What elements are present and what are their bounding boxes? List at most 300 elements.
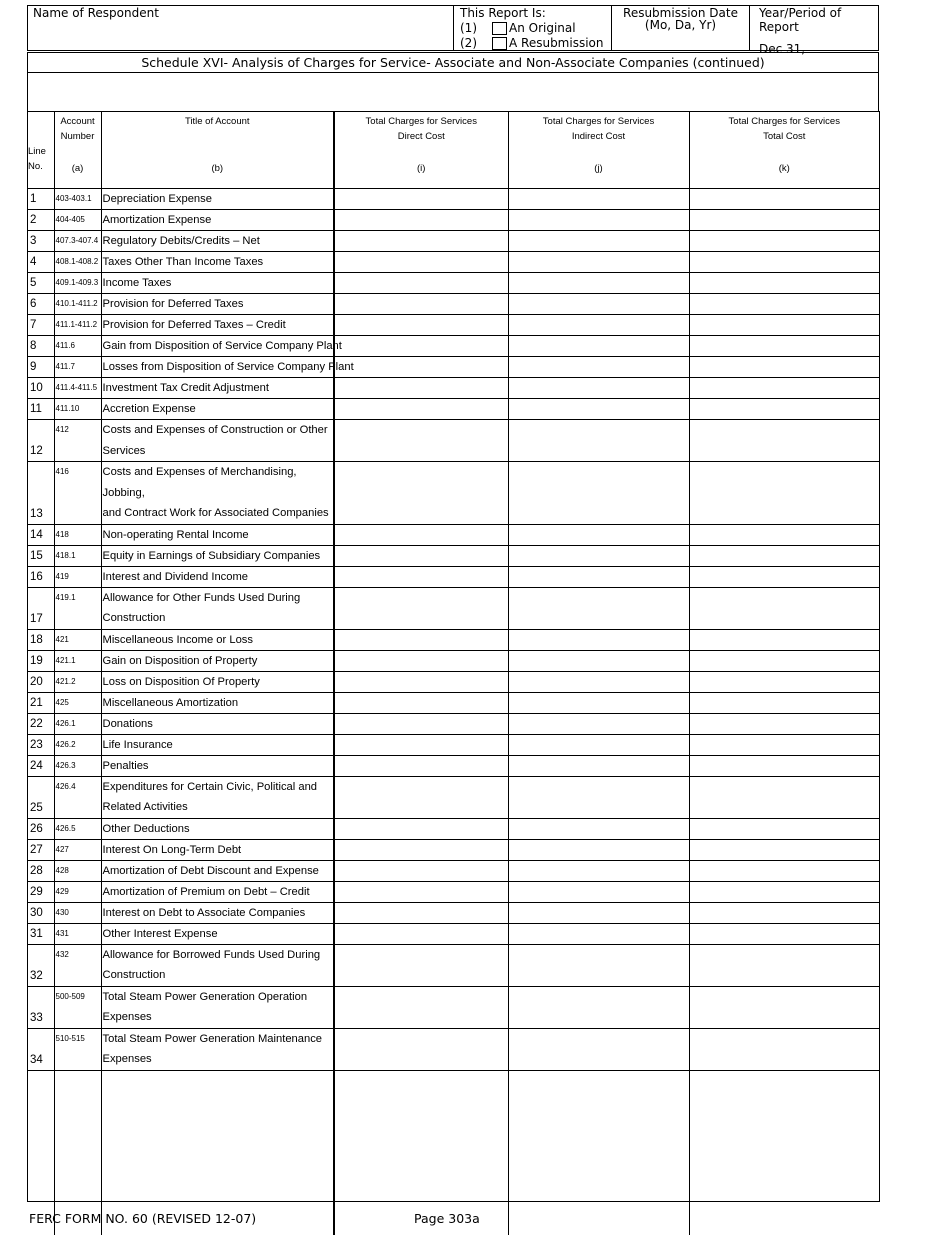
line-number-cell: 20 — [28, 671, 54, 692]
direct-cost-cell[interactable] — [334, 881, 508, 902]
direct-cost-cell[interactable] — [334, 923, 508, 944]
account-title-cell — [101, 818, 334, 839]
line-number-cell: 12 — [28, 420, 54, 462]
report-period-value: Dec 31, — [759, 42, 806, 56]
title-header-letter: (b) — [211, 162, 224, 174]
schedule-title: Schedule XVI- Analysis of Charges for Service- Associate and Non-Associate Companies (continued) — [27, 52, 879, 73]
account-title-line: Construction — [102, 969, 166, 981]
indirect-header-line1: Total Charges for Services — [542, 116, 655, 127]
indirect-cost-cell[interactable] — [508, 545, 689, 566]
indirect-cost-cell[interactable] — [508, 944, 689, 986]
original-checkbox[interactable] — [492, 22, 507, 35]
indirect-cost-cell[interactable] — [508, 986, 689, 1028]
account-number-cell: 428 — [54, 860, 101, 881]
account-title-line: Construction — [102, 612, 166, 624]
direct-cost-cell[interactable] — [334, 231, 508, 252]
total-cost-cell[interactable] — [689, 336, 879, 357]
table-row — [28, 420, 879, 462]
total-cost-cell[interactable] — [689, 1028, 879, 1070]
table-row — [28, 357, 879, 378]
indirect-cost-cell[interactable] — [508, 713, 689, 734]
line-number-cell: 14 — [28, 524, 54, 545]
direct-cost-cell[interactable] — [334, 860, 508, 881]
account-title-line: Amortization of Debt Discount and Expense — [102, 864, 319, 877]
direct-cost-cell[interactable] — [334, 818, 508, 839]
form-number: FERC FORM NO. 60 (REVISED 12-07) — [29, 1211, 257, 1226]
table-row — [28, 336, 879, 357]
table-row — [28, 294, 879, 315]
table-row — [28, 713, 879, 734]
original-option[interactable] — [460, 21, 611, 36]
account-header-letter: (a) — [71, 162, 84, 174]
account-number-cell: 418 — [54, 524, 101, 545]
direct-cost-cell[interactable] — [334, 944, 508, 986]
page-number: Page 303a — [414, 1211, 480, 1226]
account-title-line: Investment Tax Credit Adjustment — [102, 382, 269, 394]
indirect-cost-cell[interactable] — [508, 1028, 689, 1070]
direct-cost-cell[interactable] — [334, 210, 508, 231]
line-number-cell: 34 — [28, 1028, 54, 1070]
account-number-cell: 411.7 — [54, 357, 101, 378]
direct-cost-header — [334, 112, 508, 189]
direct-cost-cell[interactable] — [334, 273, 508, 294]
indirect-cost-header — [508, 112, 689, 189]
charges-table — [28, 112, 879, 1235]
indirect-cost-cell[interactable] — [508, 231, 689, 252]
account-number-cell: 431 — [54, 923, 101, 944]
account-number-cell: 429 — [54, 881, 101, 902]
line-number-cell: 1 — [28, 189, 54, 210]
direct-cost-cell[interactable] — [334, 336, 508, 357]
account-title-line: Taxes Other Than Income Taxes — [102, 256, 264, 268]
account-title-line: Loss on Disposition Of Property — [102, 675, 260, 688]
resubmission-option-label: A Resubmission — [509, 36, 604, 50]
account-number-cell: 411.6 — [54, 336, 101, 357]
line-header-no: No. — [28, 160, 43, 172]
direct-cost-cell[interactable] — [334, 1028, 508, 1070]
resubmission-date-cell[interactable] — [611, 6, 749, 50]
account-title-line: and Contract Work for Associated Companies — [102, 507, 329, 519]
account-number-cell: 425 — [54, 692, 101, 713]
account-title-cell — [101, 692, 334, 713]
line-number-cell: 31 — [28, 923, 54, 944]
total-cost-cell[interactable] — [689, 944, 879, 986]
table-row — [28, 189, 879, 210]
account-number-cell: 404-405 — [54, 210, 101, 231]
direct-cost-cell[interactable] — [334, 713, 508, 734]
indirect-cost-cell[interactable] — [508, 294, 689, 315]
account-number-cell: 408.1-408.2 — [54, 252, 101, 273]
table-row — [28, 399, 879, 420]
table-row — [28, 545, 879, 566]
account-number-cell: 426.4 — [54, 776, 101, 818]
account-title-line: Expenses — [102, 1011, 152, 1023]
total-cost-cell[interactable] — [689, 755, 879, 776]
account-title-cell — [101, 944, 334, 986]
indirect-cost-cell[interactable] — [508, 357, 689, 378]
account-title-line: Donations — [102, 717, 153, 730]
table-row — [28, 273, 879, 294]
indirect-cost-cell[interactable] — [508, 524, 689, 545]
account-title-cell — [101, 650, 334, 671]
direct-cost-cell[interactable] — [334, 587, 508, 629]
direct-cost-cell[interactable] — [334, 378, 508, 399]
respondent-name-label: Name of Respondent — [33, 6, 159, 20]
total-cost-cell[interactable] — [689, 839, 879, 860]
indirect-cost-cell[interactable] — [508, 881, 689, 902]
report-period-cell[interactable] — [749, 6, 880, 56]
account-title-cell — [101, 902, 334, 923]
account-title-cell — [101, 629, 334, 650]
account-title-line: Allowance for Borrowed Funds Used During — [102, 948, 321, 961]
account-title-line: Miscellaneous Income or Loss — [102, 633, 253, 646]
total-cost-cell[interactable] — [689, 273, 879, 294]
direct-cost-cell[interactable] — [334, 776, 508, 818]
indirect-cost-cell[interactable] — [508, 650, 689, 671]
table-row — [28, 1028, 879, 1070]
blank-row — [28, 1070, 879, 1235]
table-row — [28, 252, 879, 273]
account-title-line: Related Activities — [102, 801, 188, 813]
table-row — [28, 231, 879, 252]
table-row — [28, 776, 879, 818]
account-title-line: Interest and Dividend Income — [102, 570, 249, 583]
indirect-cost-cell[interactable] — [508, 923, 689, 944]
table-row — [28, 734, 879, 755]
direct-header-line2: Direct Cost — [397, 130, 445, 142]
total-cost-cell[interactable] — [689, 566, 879, 587]
table-row — [28, 986, 879, 1028]
account-number-cell: 421 — [54, 629, 101, 650]
direct-cost-cell[interactable] — [334, 902, 508, 923]
total-header-line1: Total Charges for Services — [728, 116, 840, 127]
table-row — [28, 692, 879, 713]
account-number-cell: 430 — [54, 902, 101, 923]
direct-cost-cell[interactable] — [334, 650, 508, 671]
direct-cost-cell[interactable] — [334, 315, 508, 336]
line-number-cell: 24 — [28, 755, 54, 776]
indirect-cost-cell[interactable] — [508, 336, 689, 357]
line-number-cell: 5 — [28, 273, 54, 294]
resubmission-option[interactable] — [460, 36, 611, 51]
indirect-cost-cell[interactable] — [508, 378, 689, 399]
direct-cost-cell[interactable] — [334, 629, 508, 650]
table-row — [28, 860, 879, 881]
account-number-cell: 426.1 — [54, 713, 101, 734]
line-number-cell: 33 — [28, 986, 54, 1028]
account-number-cell: 419.1 — [54, 587, 101, 629]
indirect-cost-cell[interactable] — [508, 252, 689, 273]
table-row — [28, 462, 879, 525]
total-cost-cell[interactable] — [689, 923, 879, 944]
indirect-cost-cell[interactable] — [508, 587, 689, 629]
resubmission-date-format: (Mo, Da, Yr) — [644, 18, 717, 32]
account-number-cell: 500-509 — [54, 986, 101, 1028]
indirect-cost-cell[interactable] — [508, 902, 689, 923]
account-number-cell: 426.5 — [54, 818, 101, 839]
table-row — [28, 902, 879, 923]
resubmission-option-number: (2) — [460, 36, 477, 50]
account-title-cell — [101, 378, 334, 399]
account-number-cell: 432 — [54, 944, 101, 986]
charges-table-frame — [27, 111, 880, 1202]
account-number-cell: 411.4-411.5 — [54, 378, 101, 399]
schedule-blank-band — [27, 73, 879, 112]
account-title-line: Costs and Expenses of Construction or Other — [102, 424, 328, 436]
account-number-cell: 419 — [54, 566, 101, 587]
total-cost-cell[interactable] — [689, 734, 879, 755]
table-row — [28, 524, 879, 545]
account-title-cell — [101, 399, 334, 420]
table-row — [28, 315, 879, 336]
account-title-cell — [101, 252, 334, 273]
direct-cost-cell[interactable] — [334, 189, 508, 210]
line-number-cell: 18 — [28, 629, 54, 650]
direct-header-letter: (i) — [417, 162, 426, 174]
account-title-cell — [101, 587, 334, 629]
indirect-cost-cell[interactable] — [508, 671, 689, 692]
account-title-line: Income Taxes — [102, 277, 172, 289]
line-number-cell: 15 — [28, 545, 54, 566]
total-header-line2: Total Cost — [763, 130, 806, 142]
account-title-line: Total Steam Power Generation Maintenance — [102, 1032, 323, 1045]
total-cost-cell[interactable] — [689, 294, 879, 315]
blank-indirect-cell[interactable] — [508, 1070, 689, 1235]
line-number-cell: 6 — [28, 294, 54, 315]
account-title-line: Equity in Earnings of Subsidiary Companies — [102, 549, 321, 562]
account-number-cell: 418.1 — [54, 545, 101, 566]
total-cost-cell[interactable] — [689, 650, 879, 671]
direct-cost-cell[interactable] — [334, 692, 508, 713]
account-number-cell: 416 — [54, 462, 101, 525]
indirect-cost-cell[interactable] — [508, 210, 689, 231]
line-number-cell: 19 — [28, 650, 54, 671]
line-number-cell: 26 — [28, 818, 54, 839]
total-cost-cell[interactable] — [689, 629, 879, 650]
account-header-line1: Account — [60, 116, 95, 127]
indirect-cost-cell[interactable] — [508, 189, 689, 210]
table-body — [28, 189, 879, 1071]
direct-cost-cell[interactable] — [334, 462, 508, 525]
direct-cost-cell[interactable] — [334, 986, 508, 1028]
total-cost-cell[interactable] — [689, 252, 879, 273]
account-title-cell — [101, 231, 334, 252]
account-header-line2: Number — [60, 130, 95, 142]
total-cost-cell[interactable] — [689, 210, 879, 231]
account-title-cell — [101, 420, 334, 462]
account-title-line: Amortization of Premium on Debt – Credit — [102, 885, 310, 898]
direct-cost-cell[interactable] — [334, 357, 508, 378]
direct-header-line1: Total Charges for Services — [365, 116, 477, 127]
account-number-cell: 409.1-409.3 — [54, 273, 101, 294]
account-number-cell: 410.1-411.2 — [54, 294, 101, 315]
account-title-cell — [101, 315, 334, 336]
indirect-header-line2: Indirect Cost — [571, 130, 626, 142]
account-title-line: Life Insurance — [102, 738, 173, 751]
account-title-line: Gain on Disposition of Property — [102, 654, 258, 667]
blank-total-cell[interactable] — [689, 1070, 879, 1235]
total-cost-cell[interactable] — [689, 189, 879, 210]
account-title-cell — [101, 839, 334, 860]
indirect-cost-cell[interactable] — [508, 566, 689, 587]
line-number-cell: 30 — [28, 902, 54, 923]
total-cost-cell[interactable] — [689, 776, 879, 818]
indirect-cost-cell[interactable] — [508, 629, 689, 650]
total-cost-cell[interactable] — [689, 818, 879, 839]
indirect-cost-cell[interactable] — [508, 818, 689, 839]
account-title-cell — [101, 462, 334, 525]
line-number-cell: 11 — [28, 399, 54, 420]
indirect-cost-cell[interactable] — [508, 755, 689, 776]
table-row — [28, 818, 879, 839]
account-number-cell: 426.2 — [54, 734, 101, 755]
direct-cost-cell[interactable] — [334, 294, 508, 315]
total-cost-cell[interactable] — [689, 692, 879, 713]
account-title-line: Expenses — [102, 1053, 152, 1065]
account-title-cell — [101, 566, 334, 587]
total-cost-cell[interactable] — [689, 902, 879, 923]
line-number-cell: 4 — [28, 252, 54, 273]
respondent-name-cell[interactable] — [28, 6, 453, 50]
line-number-cell: 7 — [28, 315, 54, 336]
total-cost-cell[interactable] — [689, 881, 879, 902]
total-header-letter: (k) — [778, 162, 790, 174]
indirect-cost-cell[interactable] — [508, 462, 689, 525]
account-title-cell — [101, 1028, 334, 1070]
account-title-cell — [101, 294, 334, 315]
total-cost-cell[interactable] — [689, 986, 879, 1028]
indirect-cost-cell[interactable] — [508, 420, 689, 462]
indirect-cost-cell[interactable] — [508, 315, 689, 336]
account-title-cell — [101, 860, 334, 881]
account-number-cell: 427 — [54, 839, 101, 860]
total-cost-cell[interactable] — [689, 860, 879, 881]
indirect-cost-cell[interactable] — [508, 860, 689, 881]
account-title-line: Expenditures for Certain Civic, Political and — [102, 780, 318, 793]
total-cost-cell[interactable] — [689, 357, 879, 378]
indirect-cost-cell[interactable] — [508, 273, 689, 294]
account-title-cell — [101, 671, 334, 692]
table-row — [28, 881, 879, 902]
indirect-cost-cell[interactable] — [508, 399, 689, 420]
blank-direct-cell[interactable] — [334, 1070, 508, 1235]
account-title-cell — [101, 713, 334, 734]
account-title-cell — [101, 273, 334, 294]
account-title-line: Provision for Deferred Taxes — [102, 298, 244, 310]
resubmission-checkbox[interactable] — [492, 37, 507, 50]
indirect-cost-cell[interactable] — [508, 776, 689, 818]
total-cost-cell[interactable] — [689, 545, 879, 566]
original-option-number: (1) — [460, 21, 477, 35]
table-row — [28, 587, 879, 629]
account-title-line: Interest On Long-Term Debt — [102, 843, 242, 856]
title-of-account-header — [101, 112, 334, 189]
direct-cost-cell[interactable] — [334, 545, 508, 566]
account-title-line: Gain from Disposition of Service Company Plant — [102, 340, 342, 352]
line-number-cell: 32 — [28, 944, 54, 986]
direct-cost-cell[interactable] — [334, 399, 508, 420]
account-number-cell: 412 — [54, 420, 101, 462]
account-title-line: Provision for Deferred Taxes – Credit — [102, 319, 286, 331]
account-title-cell — [101, 336, 342, 357]
account-number-cell: 426.3 — [54, 755, 101, 776]
account-title-cell — [101, 189, 334, 210]
total-cost-cell[interactable] — [689, 420, 879, 462]
title-header-text: Title of Account — [184, 116, 250, 127]
account-title-line: Other Interest Expense — [102, 927, 218, 940]
account-number-cell: 411.10 — [54, 399, 101, 420]
account-number-cell: 421.2 — [54, 671, 101, 692]
report-type-label: This Report Is: — [460, 6, 546, 20]
account-title-line: Services — [102, 444, 146, 457]
direct-cost-cell[interactable] — [334, 566, 508, 587]
direct-cost-cell[interactable] — [334, 252, 508, 273]
account-number-cell: 403-403.1 — [54, 189, 101, 210]
report-period-label: Year/Period of Report — [759, 6, 842, 34]
total-cost-cell[interactable] — [689, 462, 879, 525]
total-cost-cell[interactable] — [689, 399, 879, 420]
total-cost-cell[interactable] — [689, 231, 879, 252]
account-title-cell — [101, 545, 334, 566]
line-number-cell: 9 — [28, 357, 54, 378]
account-number-cell: 510-515 — [54, 1028, 101, 1070]
account-title-line: Regulatory Debits/Credits – Net — [102, 235, 260, 247]
direct-cost-cell[interactable] — [334, 524, 508, 545]
direct-cost-cell[interactable] — [334, 839, 508, 860]
account-title-line: Amortization Expense — [102, 214, 212, 226]
line-number-cell: 29 — [28, 881, 54, 902]
direct-cost-cell[interactable] — [334, 755, 508, 776]
account-title-line: Penalties — [102, 759, 149, 772]
table-row — [28, 629, 879, 650]
indirect-cost-cell[interactable] — [508, 839, 689, 860]
direct-cost-cell[interactable] — [334, 420, 508, 462]
direct-cost-cell[interactable] — [334, 734, 508, 755]
total-cost-cell[interactable] — [689, 524, 879, 545]
account-number-header — [54, 112, 101, 189]
line-number-cell: 13 — [28, 462, 54, 525]
account-title-line: Total Steam Power Generation Operation — [102, 990, 308, 1003]
line-number-cell: 23 — [28, 734, 54, 755]
report-header — [27, 5, 879, 56]
account-title-cell — [101, 524, 334, 545]
account-title-cell — [101, 776, 334, 818]
account-title-line: Miscellaneous Amortization — [102, 696, 239, 709]
indirect-cost-cell[interactable] — [508, 734, 689, 755]
account-title-line: Allowance for Other Funds Used During — [102, 591, 301, 604]
table-row — [28, 650, 879, 671]
account-title-cell — [101, 881, 334, 902]
line-number-cell: 28 — [28, 860, 54, 881]
account-title-line: Accretion Expense — [102, 403, 196, 415]
line-number-cell: 10 — [28, 378, 54, 399]
line-number-cell: 16 — [28, 566, 54, 587]
blank-account-cell — [54, 1070, 101, 1235]
total-cost-cell[interactable] — [689, 315, 879, 336]
total-cost-cell[interactable] — [689, 587, 879, 629]
line-number-cell: 27 — [28, 839, 54, 860]
account-title-line: Losses from Disposition of Service Company Plant — [102, 361, 354, 373]
account-title-cell — [101, 986, 334, 1028]
table-row — [28, 923, 879, 944]
report-type-cell — [453, 6, 611, 50]
total-cost-cell[interactable] — [689, 713, 879, 734]
direct-cost-cell[interactable] — [334, 671, 508, 692]
total-cost-cell[interactable] — [689, 378, 879, 399]
total-cost-cell[interactable] — [689, 671, 879, 692]
account-title-line: Other Deductions — [102, 822, 190, 835]
indirect-cost-cell[interactable] — [508, 692, 689, 713]
